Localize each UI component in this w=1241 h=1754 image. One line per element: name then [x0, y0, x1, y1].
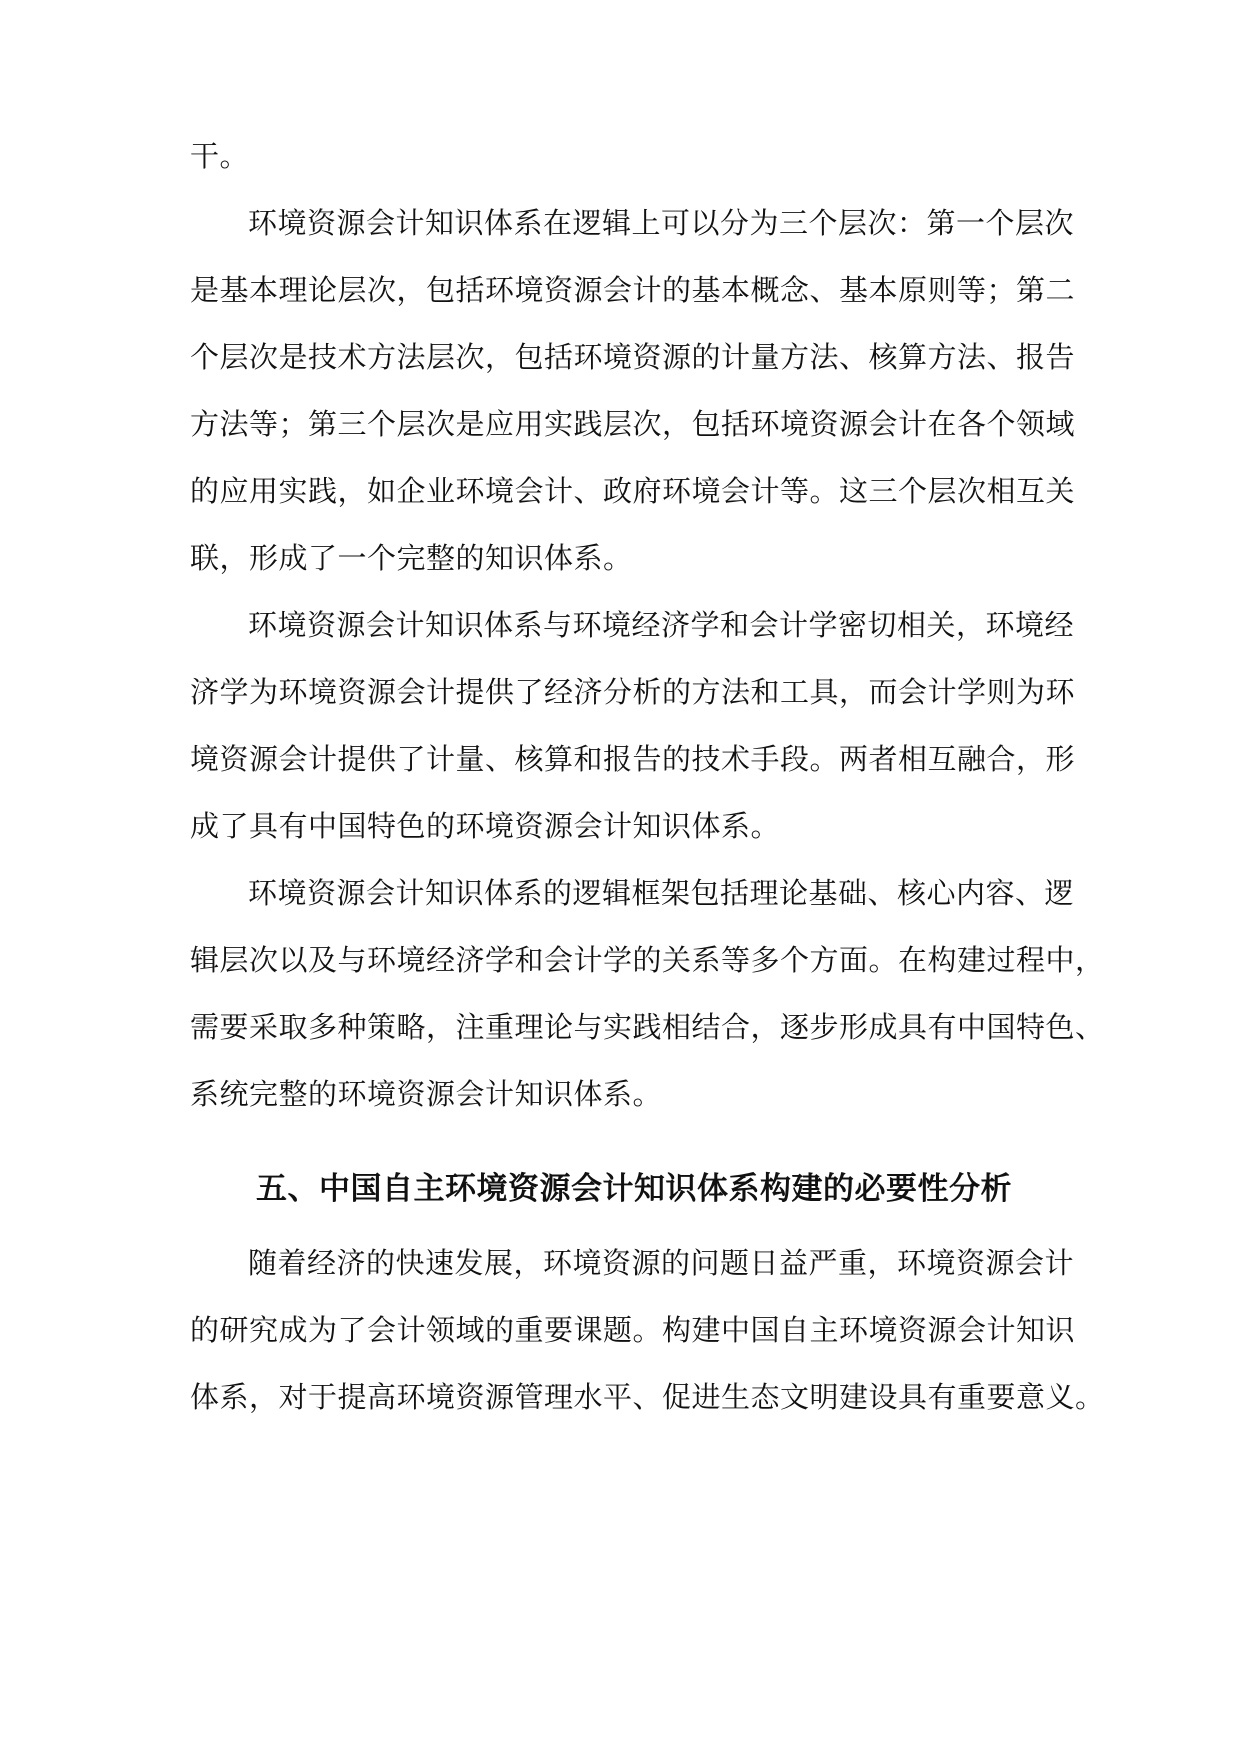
section-heading: 五、中国自主环境资源会计知识体系构建的必要性分析: [256, 1171, 1012, 1207]
paragraph-first-line: 环境资源会计知识体系的逻辑框架包括理论基础、核心内容、逻: [248, 876, 1075, 910]
text-line: 个层次是技术方法层次，包括环境资源的计量方法、核算方法、报告: [190, 340, 1076, 374]
text-line: 联，形成了一个完整的知识体系。: [190, 541, 633, 575]
text-line: 成了具有中国特色的环境资源会计知识体系。: [190, 809, 781, 843]
text-line: 是基本理论层次，包括环境资源会计的基本概念、基本原则等；第二: [190, 273, 1076, 307]
text-line: 境资源会计提供了计量、核算和报告的技术手段。两者相互融合，形: [190, 742, 1076, 776]
text-line: 的研究成为了会计领域的重要课题。构建中国自主环境资源会计知识: [190, 1313, 1076, 1347]
text-line: 方法等；第三个层次是应用实践层次，包括环境资源会计在各个领域: [190, 407, 1076, 441]
text-line: 干。: [190, 139, 250, 173]
paragraph-first-line: 随着经济的快速发展，环境资源的问题日益严重，环境资源会计: [248, 1246, 1075, 1280]
paragraph-first-line: 环境资源会计知识体系与环境经济学和会计学密切相关，环境经: [248, 608, 1075, 642]
text-line: 辑层次以及与环境经济学和会计学的关系等多个方面。在构建过程中，: [190, 943, 1105, 977]
text-line: 的应用实践，如企业环境会计、政府环境会计等。这三个层次相互关: [190, 474, 1076, 508]
paragraph-first-line: 环境资源会计知识体系在逻辑上可以分为三个层次：第一个层次: [248, 206, 1075, 240]
text-line: 济学为环境资源会计提供了经济分析的方法和工具，而会计学则为环: [190, 675, 1076, 709]
text-line: 体系，对于提高环境资源管理水平、促进生态文明建设具有重要意义。: [190, 1380, 1105, 1414]
text-line: 系统完整的环境资源会计知识体系。: [190, 1077, 663, 1111]
text-line: 需要采取多种策略，注重理论与实践相结合，逐步形成具有中国特色、: [190, 1010, 1105, 1044]
